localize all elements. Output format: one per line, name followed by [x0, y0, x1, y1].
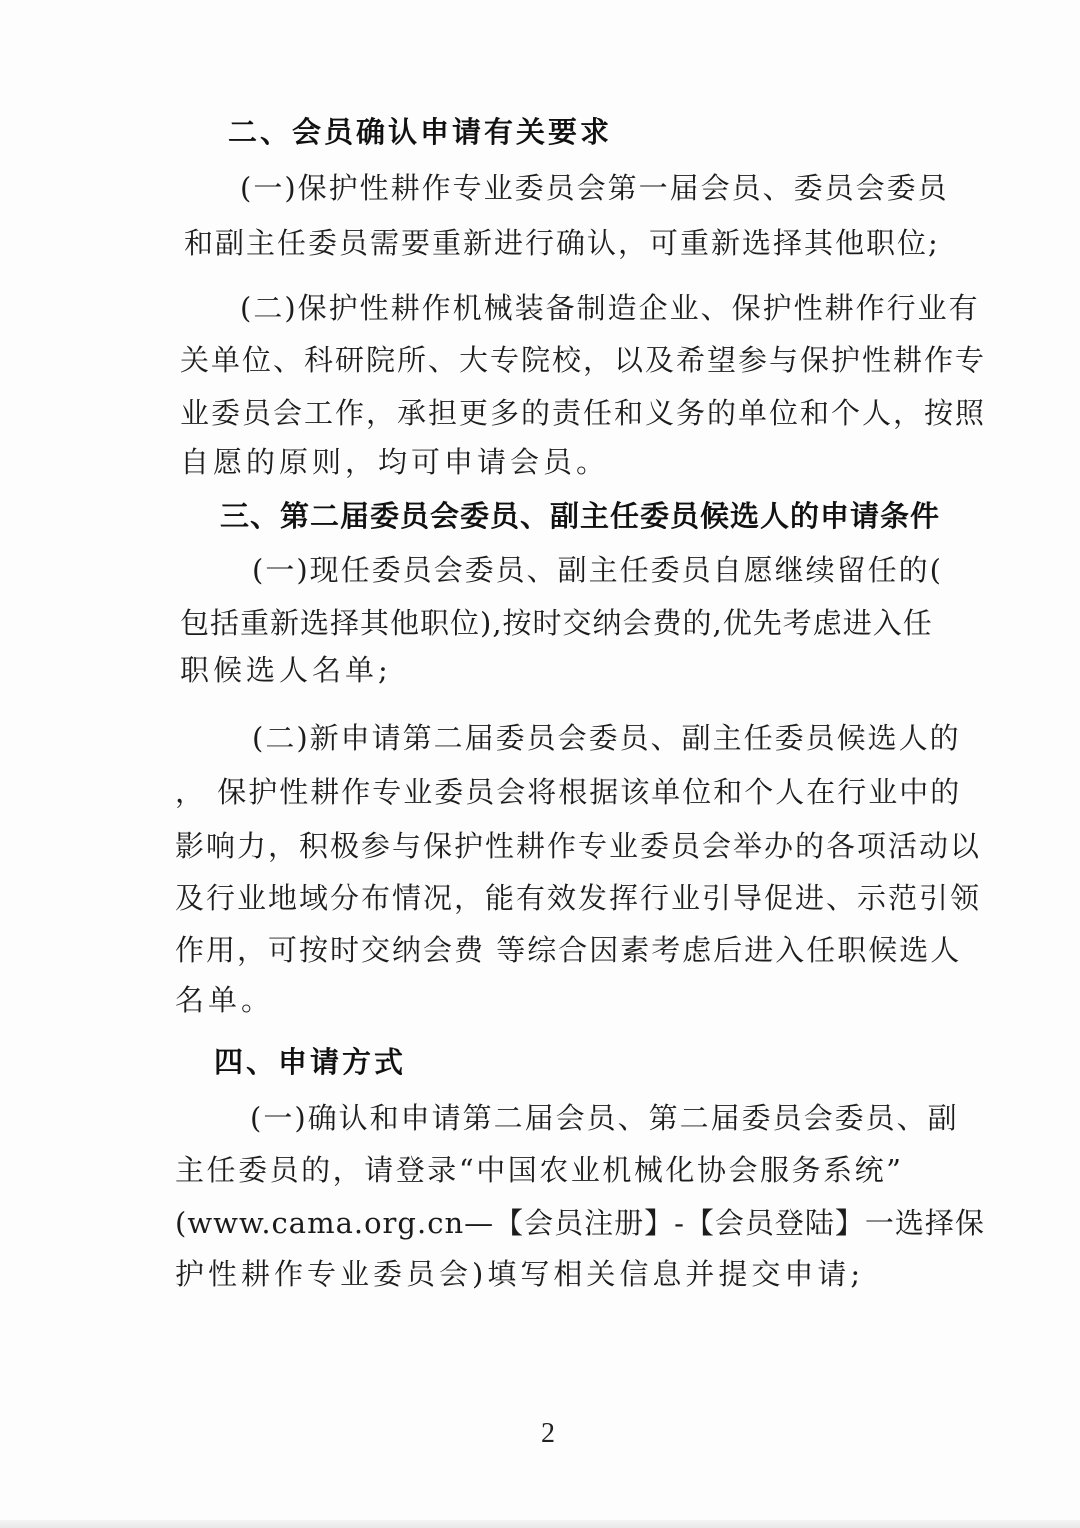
section-2-item-1-line-1: (一)保护性耕作专业委员会第一届会员、委员会委员	[240, 171, 949, 205]
section-4-heading: 四、申请方式	[214, 1045, 407, 1079]
section-3-item-2-line-3: 影响力，积极参与保护性耕作专业委员会举办的各项活动以	[175, 829, 982, 863]
section-3-item-1-line-1: (一)现任委员会委员、副主任委员自愿继续留任的(	[252, 553, 943, 587]
section-2-item-1-line-2: 和副主任委员需要重新进行确认，可重新选择其他职位;	[184, 226, 940, 260]
scan-bottom-edge	[0, 1520, 1080, 1528]
section-2-heading: 二、会员确认申请有关要求	[228, 115, 613, 149]
section-3-item-2-line-2: ， 保护性耕作专业委员会将根据该单位和个人在行业中的	[175, 775, 962, 809]
section-3-heading: 三、第二届委员会委员、副主任委员候选人的申请条件	[220, 499, 941, 533]
section-3-item-1-line-3: 职候选人名单;	[180, 653, 392, 687]
section-3-item-1-line-2: 包括重新选择其他职位),按时交纳会费的,优先考虑进入任	[180, 606, 933, 640]
page-number: 2	[541, 1418, 555, 1449]
section-3-item-2-line-5: 作用，可按时交纳会费 等综合因素考虑后进入任职候选人	[175, 933, 962, 967]
section-3-item-2-line-4: 及行业地域分布情况，能有效发挥行业引导促进、示范引领	[175, 881, 982, 915]
section-2-item-2-line-3: 业委员会工作，承担更多的责任和义务的单位和个人，按照	[180, 396, 987, 430]
section-3-item-2-line-6: 名单。	[175, 983, 275, 1017]
section-2-item-2-line-2: 关单位、科研院所、大专院校，以及希望参与保护性耕作专	[180, 343, 987, 377]
section-4-item-1-line-2: 主任委员的，请登录“中国农业机械化协会服务系统”	[175, 1153, 903, 1187]
section-2-item-2-line-1: (二)保护性耕作机械装备制造企业、保护性耕作行业有	[240, 291, 980, 325]
section-4-item-1-line-1: (一)确认和申请第二届会员、第二届委员会委员、副	[250, 1101, 959, 1135]
section-4-item-1-line-4: 护性耕作专业委员会)填写相关信息并提交申请;	[175, 1257, 865, 1291]
section-3-item-2-line-1: (二)新申请第二届委员会委员、副主任委员候选人的	[252, 721, 961, 755]
section-4-item-1-line-3: (www.cama.org.cn—【会员注册】-【会员登陆】一选择保	[175, 1206, 985, 1240]
section-2-item-2-line-4: 自愿的原则，均可申请会员。	[180, 445, 610, 479]
